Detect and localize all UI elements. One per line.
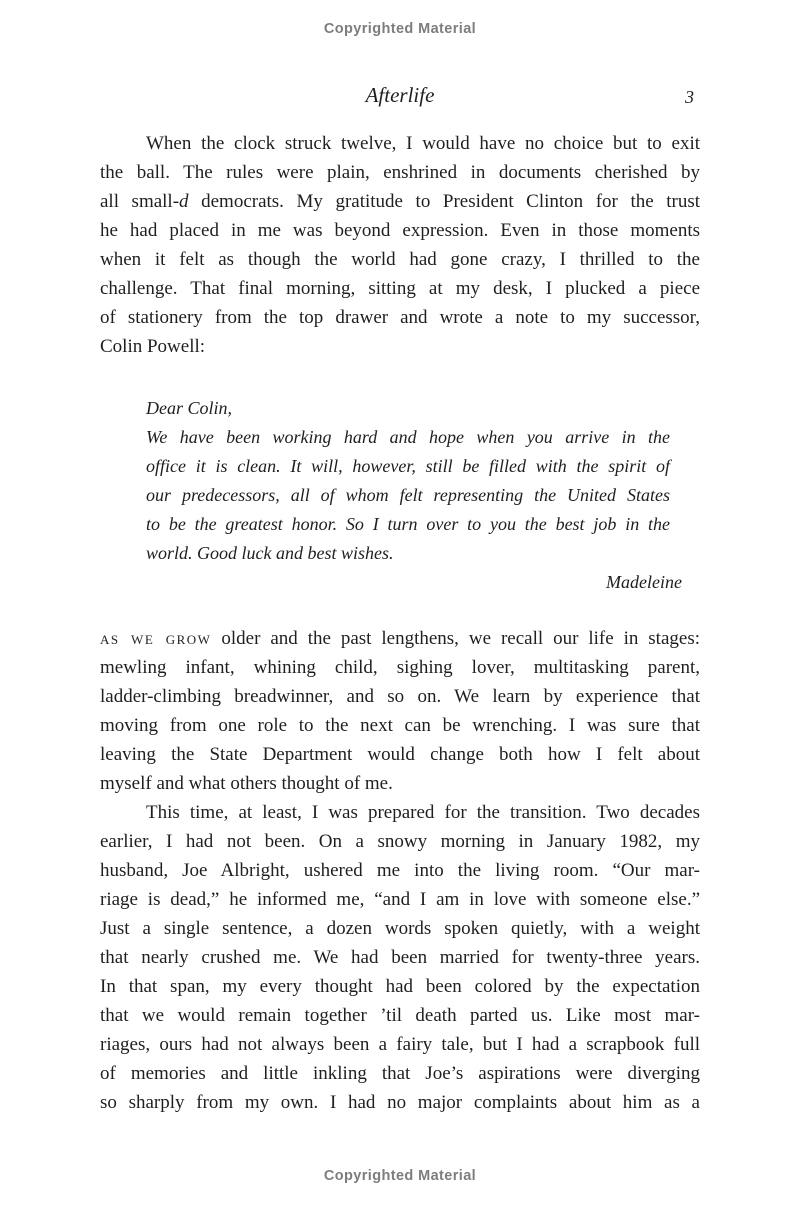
text-line xyxy=(100,885,700,914)
text-line xyxy=(100,1001,700,1030)
text-segment: so sharply from my own. I had no major complaints about him as a xyxy=(100,1092,700,1113)
text-segment: leaving the State Department would change both how I felt about xyxy=(100,744,700,765)
text-line xyxy=(100,129,700,158)
text-line xyxy=(100,158,700,187)
text-line xyxy=(100,187,700,216)
text-segment: the ball. The rules were plain, enshrined in documents cherished by xyxy=(100,162,700,183)
text-line xyxy=(100,216,700,245)
page-number: 3 xyxy=(685,87,694,107)
text-line xyxy=(100,972,700,1001)
text-segment: riages, ours had not always been a fairy tale, but I had a scrapbook full xyxy=(100,1034,700,1055)
text-segment: This time, at least, I was prepared for the transition. Two decades xyxy=(146,802,700,823)
text-line xyxy=(146,423,670,452)
text-segment: earlier, I had not been. On a snowy morning in January 1982, my xyxy=(100,831,700,852)
text-segment: democrats. My gratitude to President Clinton for the trust xyxy=(188,191,700,212)
text-line xyxy=(100,274,700,303)
letter-body xyxy=(146,423,670,568)
letter-block xyxy=(100,394,700,597)
text-line xyxy=(100,711,700,740)
text-segment: moving from one role to the next can be wrenching. I was sure that xyxy=(100,715,700,736)
text-segment: When the clock struck twelve, I would have no choice but to exit xyxy=(146,133,700,154)
paragraph-3 xyxy=(100,798,700,1117)
text-line xyxy=(100,332,700,361)
text-segment: Just a single sentence, a dozen words spoken quietly, with a weight xyxy=(100,918,700,939)
text-line xyxy=(100,303,700,332)
letter-signature: Madeleine xyxy=(606,572,682,592)
text-segment: We have been working hard and hope when you arrive in the xyxy=(146,427,670,447)
text-segment: older and the past lengthens, we recall our life in stages: xyxy=(211,628,701,649)
text-line xyxy=(100,798,700,827)
text-line xyxy=(100,827,700,856)
text-segment: to be the greatest honor. So I turn over to you the best job in the xyxy=(146,514,670,534)
text-segment: riage is dead,” he informed me, “and I am in love with someone else.” xyxy=(100,889,700,910)
chapter-title: Afterlife xyxy=(365,83,435,107)
text-line xyxy=(146,481,670,510)
text-line xyxy=(100,682,700,711)
text-segment: office it is clean. It will, however, still be filled with the spirit of xyxy=(146,456,670,476)
copyright-notice-bottom: Copyrighted Material xyxy=(323,1168,477,1184)
text-segment: all small- xyxy=(100,191,180,212)
text-line xyxy=(100,769,700,798)
text-line xyxy=(100,653,700,682)
text-column xyxy=(100,82,700,1117)
running-head xyxy=(100,82,700,108)
text-segment: when it felt as though the world had gone crazy, I thrilled to the xyxy=(100,249,700,270)
text-segment: In that span, my every thought had been colored by the expectation xyxy=(100,976,700,997)
smallcaps-text-segment: as we grow xyxy=(100,628,212,649)
text-segment: challenge. That final morning, sitting at my desk, I plucked a piece xyxy=(100,278,700,299)
text-line xyxy=(146,510,670,539)
text-line xyxy=(100,624,700,653)
text-line xyxy=(100,245,700,274)
text-segment: he had placed in me was beyond expression. Even in those moments xyxy=(100,220,700,241)
text-segment: Colin Powell: xyxy=(100,336,206,357)
paragraph-1 xyxy=(100,129,700,361)
text-segment: of memories and little inkling that Joe’s aspirations were diverging xyxy=(100,1063,700,1084)
text-line xyxy=(100,914,700,943)
text-line xyxy=(146,452,670,481)
copyright-notice-top: Copyrighted Material xyxy=(323,21,477,37)
text-segment: that nearly crushed me. We had been married for twenty-three years. xyxy=(100,947,700,968)
letter-salutation: Dear Colin, xyxy=(146,398,233,418)
text-segment: mewling infant, whining child, sighing lover, multitasking parent, xyxy=(100,657,700,678)
text-segment: myself and what others thought of me. xyxy=(100,773,393,794)
text-line xyxy=(100,1030,700,1059)
text-line xyxy=(100,943,700,972)
paragraph-2 xyxy=(100,624,700,798)
text-segment: world. Good luck and best wishes. xyxy=(146,543,394,563)
text-segment: husband, Joe Albright, ushered me into the living room. “Our mar- xyxy=(100,860,700,881)
text-segment: that we would remain together ’til death parted us. Like most mar- xyxy=(100,1005,700,1026)
text-line xyxy=(146,539,670,568)
italic-text-segment: d xyxy=(179,191,189,212)
text-segment: our predecessors, all of whom felt representing the United States xyxy=(146,485,670,505)
text-line xyxy=(100,856,700,885)
text-segment: ladder-climbing breadwinner, and so on. We learn by experience that xyxy=(100,686,700,707)
text-line xyxy=(100,1088,700,1117)
text-segment: of stationery from the top drawer and wrote a note to my successor, xyxy=(100,307,700,328)
text-line xyxy=(100,740,700,769)
text-line xyxy=(100,1059,700,1088)
